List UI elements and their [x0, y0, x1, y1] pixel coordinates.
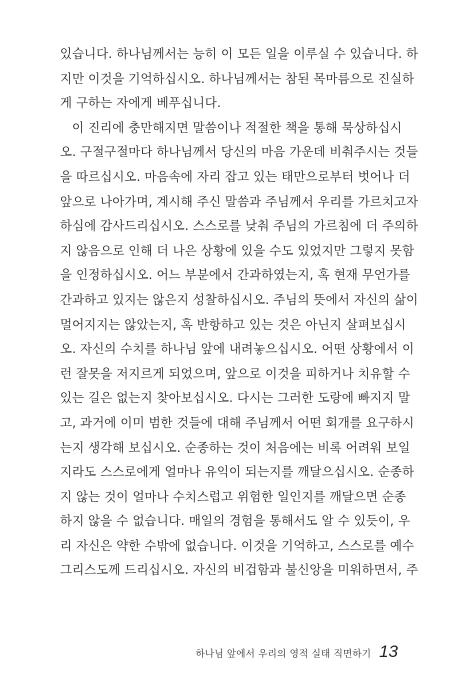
text-line: 오. 구절구절마다 하나님께서 당신의 마음 가운데 비춰주시는 것들 [60, 144, 419, 160]
text-line: 이 진리에 충만해지면 말씀이나 적절한 책을 통해 묵상하십시 [72, 119, 403, 135]
text-line: 지라도 스스로에게 얼마나 유익이 되는지를 깨달으십시오. 순종하 [60, 464, 415, 480]
text-line: 을 인정하십시오. 어느 부분에서 간과하였는지, 혹 현재 무언가를 [60, 267, 411, 283]
text-line: 고, 과거에 이미 범한 것들에 대해 주님께서 어떤 회개를 요구하시 [60, 414, 415, 430]
text-line: 지 않음으로 인해 더 나은 상황에 있을 수도 있었지만 그렇지 못함 [60, 242, 415, 258]
text-line: 멀어지지는 않았는지, 혹 반항하고 있는 것은 아닌지 살펴보십시 [60, 316, 407, 332]
text-line: 있는 길은 없는지 찾아보십시오. 다시는 그러한 도랑에 빠지지 말 [60, 390, 411, 406]
text-line: 간과하고 있지는 않은지 성찰하십시오. 주님의 뜻에서 자신의 삶이 [60, 291, 419, 307]
text-line: 있습니다. 하나님께서는 능히 이 모든 일을 이루실 수 있습니다. 하 [60, 46, 419, 61]
body-text [60, 42, 419, 583]
text-line: 지 않는 것이 얼마나 수치스럽고 위험한 일인지를 깨달으면 순종 [60, 488, 407, 504]
text-line: 을 따르십시오. 마음속에 자리 잡고 있는 태만으로부터 벗어나 더 [60, 168, 411, 184]
text-line: 게 구하는 자에게 베푸십니다. [60, 95, 221, 111]
text-line: 는지 생각해 보십시오. 순종하는 것이 처음에는 비록 어려워 보일 [60, 439, 411, 455]
page-footer [0, 642, 398, 662]
text-line: 지만 이것을 기억하십시오. 하나님께서는 참된 목마름으로 진실하 [60, 70, 415, 86]
text-line: 오. 자신의 수치를 하나님 앞에 내려놓으십시오. 어떤 상황에서 이 [60, 341, 415, 357]
running-title: 하나님 앞에서 우리의 영적 실태 직면하기 [195, 649, 372, 660]
text-line: 그리스도께 드리십시오. 자신의 비겁함과 불신앙을 미워하면서, 주 [60, 562, 419, 578]
text-line: 하지 않을 수 없습니다. 매일의 경험을 통해서도 알 수 있듯이, 우 [60, 513, 411, 529]
text-line: 리 자신은 약한 수밖에 없습니다. 이것을 기억하고, 스스로를 예수 [60, 537, 415, 553]
text-line: 앞으로 나아가며, 계시해 주신 말씀과 주님께서 우리를 가르치고자 [60, 193, 419, 209]
page-number: 13 [379, 642, 398, 661]
text-line: 하심에 감사드리십시오. 스스로를 낮춰 주님의 가르침에 더 주의하 [60, 218, 419, 234]
text-line: 런 잘못을 저지르게 되었으며, 앞으로 이것을 피하거나 치유할 수 [60, 365, 411, 381]
